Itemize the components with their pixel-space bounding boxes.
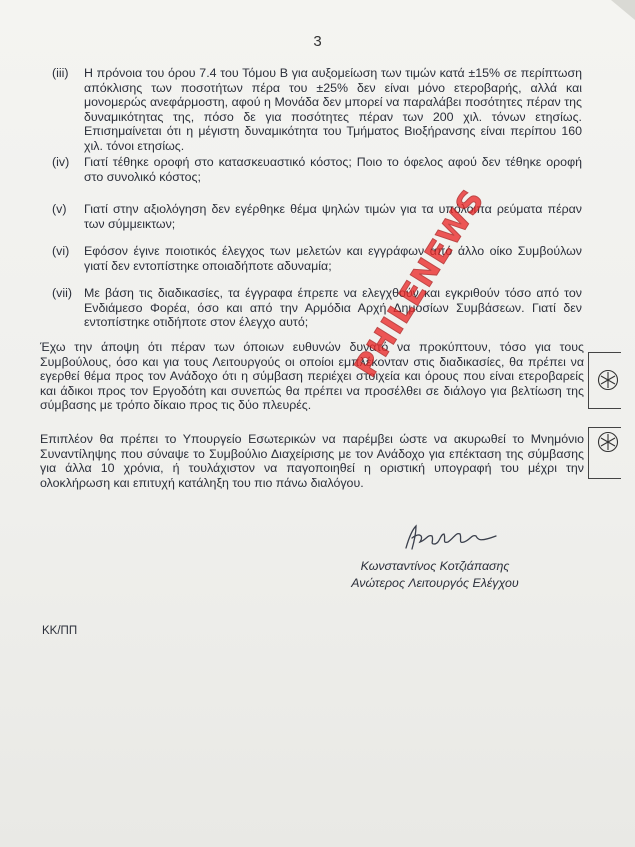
item-text: Γιατί τέθηκε οροφή στο κατασκευαστικό κόστος; Ποιο το όφελος αφού δεν τέθηκε οροφή στο συνολικό κόστος; <box>84 155 582 184</box>
list-item-iv <box>52 155 582 184</box>
list-item-iii <box>52 66 582 154</box>
margin-bracket-mark <box>588 352 621 409</box>
margin-bracket-mark <box>588 427 621 479</box>
item-text: Γιατί στην αξιολόγηση δεν εγέρθηκε θέμα ψηλών τιμών για τα υπόλοιπα ρεύματα πέραν των σύμμεικτων; <box>84 202 582 231</box>
list-item-v <box>52 202 582 231</box>
item-number: (v) <box>52 202 67 216</box>
asterisk-mark-icon <box>597 431 619 453</box>
item-text: Με βάση τις διαδικασίες, τα έγγραφα έπρεπε να ελεγχθούν και εγκριθούν τόσο από τον Ενδιάμεσο Φορέα, όσο και από την Αρμόδια Αρχή Δημοσίων Συμβάσεων. Γιατί δεν εντοπίστηκε οτιδήποτε στον έλεγχο αυτό; <box>84 286 582 330</box>
item-number: (iv) <box>52 155 70 169</box>
page-number: 3 <box>313 33 322 50</box>
item-number: (iii) <box>52 66 69 80</box>
signatory-name: Κωνσταντίνος Κοτζιάπασης <box>360 559 510 573</box>
signatory-title: Ανώτερος Λειτουργός Ελέγχου <box>351 576 519 590</box>
paragraph-memorandum: Επιπλέον θα πρέπει το Υπουργείο Εσωτερικών να παρέμβει ώστε να ακυρωθεί το Μνημόνιο Συναντίληψης που σύναψε το Συμβούλιο Διαχείρισης με τον Ανάδοχο για επέκταση της σύμβασης για άλλα 10 χρόνια, ή τουλάχιστον να παγοποιηθεί η οριστική υπογραφή του μέχρι την ολοκλήρωση και επιτυχή κατάληξη του πιο πάνω διαλόγου. <box>40 432 584 490</box>
page-corner-shadow <box>611 0 635 20</box>
item-text: Η πρόνοια του όρου 7.4 του Τόμου Β για αυξομείωση των τιμών κατά ±15% σε περίπτωση απόκλισης των ποσοτήτων πέρα του ±25% δεν είναι μόνο ετεροβαρής, αλλά και μονομερώς ανεφάρμοστη, αφού η Μονάδα δεν μπορεί να παραλάβει ποσότητες πέραν της δυναμικότητας της, πόσο δε για ποσότητες πέραν των 200 χιλ. τόνων ετησίως. Επισημαίνεται ότι η μέγιστη δυναμικότητα του Τμήματος Βιοξήρανσης είναι περίπου 160 χιλ. τόνοι ετησίως. <box>84 66 582 153</box>
asterisk-mark-icon <box>597 369 619 391</box>
handwritten-signature <box>400 522 500 554</box>
watermark-stamp-text: PHILENEWS <box>347 183 492 384</box>
item-number: (vi) <box>52 244 70 258</box>
item-number: (vii) <box>52 286 72 300</box>
paragraph-responsibility: Έχω την άποψη ότι πέραν των όποιων ευθυνών δυνατό να προκύπτουν, τόσο για τους Συμβούλους, όσο και για τους Λειτουργούς οι οποίοι εμπλέκονταν στις διαδικασίες, θα πρέπει να εγερθεί θέμα προς τον Ανάδοχο ότι η σύμβαση περιέχει στοιχεία και όρους που είναι ετεροβαρείς και άδικοι προς τον Εργοδότη και συνεπώς θα πρέπει να προσέλθει σε διάλογο για βελτίωση της σύμβασης με τρόπο δίκαιο προς τις δύο πλευρές. <box>40 340 584 413</box>
reference-initials: ΚΚ/ΠΠ <box>42 625 78 637</box>
item-text: Εφόσον έγινε ποιοτικός έλεγχος των μελετών και εγγράφων από άλλο οίκο Συμβούλων γιατί δεν εντοπίστηκε οποιαδήποτε αδυναμία; <box>84 244 582 273</box>
list-item-vii <box>52 286 582 330</box>
list-item-vi <box>52 244 582 273</box>
